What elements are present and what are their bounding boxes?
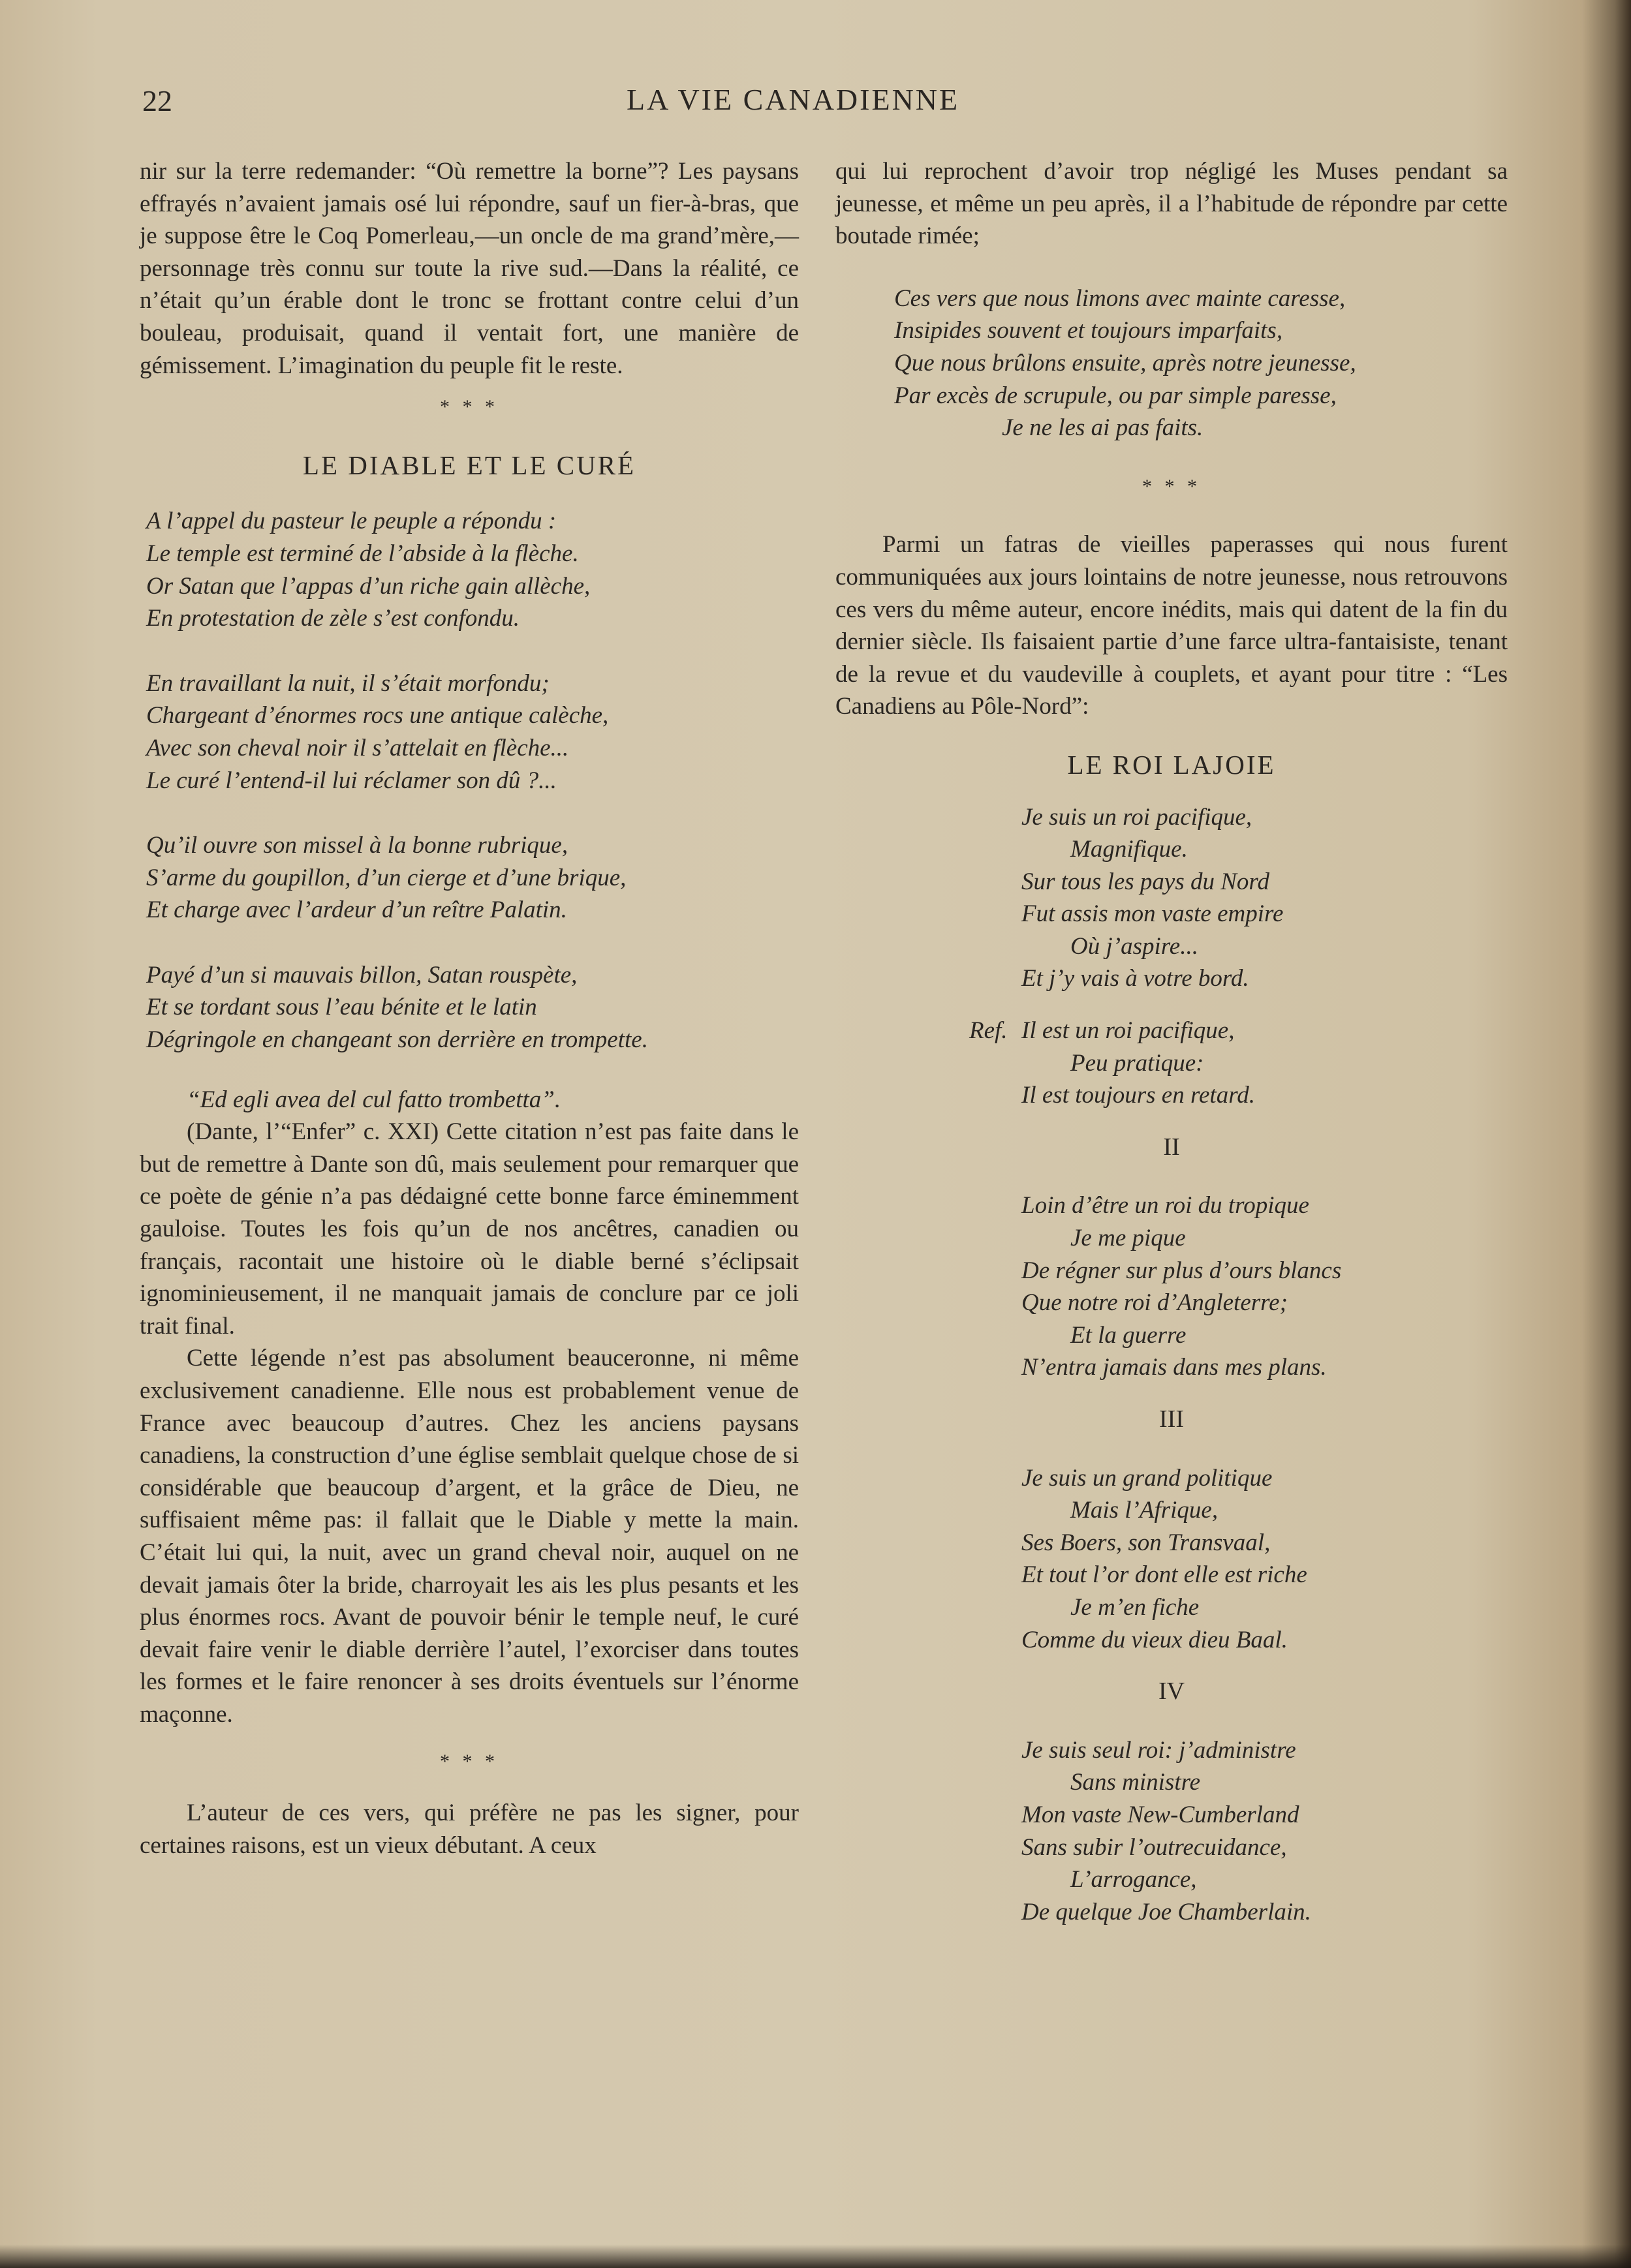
- verse-number: II: [1163, 1133, 1180, 1161]
- paragraph: Parmi un fatras de vieilles paperasses qui nous furent communiquées aux jours lointains de notre jeunesse, nous retrouvons ces vers du même auteur, encore inédits, mais qui datent de la fin du dernier siècle. Ils faisaient partie d’une farce ultra-fantaisiste, tenant de la revue et du vaudeville à couplets, et ayant pour titre : “Les Canadiens au Pôle-Nord”:: [835, 531, 1508, 720]
- paragraph: (Dante, l’“Enfer” c. XXI) Cette citation n’est pas faite dans le but de remettre à Dante son dû, mais seulement pour remarquer que ce poète de génie n’a pas dédaigné cette bonne farce éminemment gauloise. Toutes les fois qu’un de nos ancêtres, canadien ou français, racontait une histoire où le diable berné s’éclipsait ignominieusement, il ne manquait jamais de conclure par ce joli trait final.: [140, 1118, 799, 1340]
- page-bottom-edge: [0, 2245, 1631, 2268]
- verse-line: Chargeant d’énormes rocs une antique calèche,: [146, 702, 609, 729]
- paragraph: Cette légende n’est pas absolument beauceronne, ni même exclusivement canadienne. Elle nous est probablement venue de France avec beaucoup d’autres. Chez les anciens paysans canadiens, la construction d’une église semblait quelque chose de si considérable que beaucoup d’argent, et la grâce de Dieu, ne suffisaient même pas: il fallait que le Diable y mette la main. C’était lui qui, la nuit, avec un grand cheval noir, auquel on ne devait jamais ôter la bride, charroyait les ais les plus pesants et les plus énormes rocs. Avant de pouvoir bénir le temple neuf, le curé devait faire venir le diable derrière l’autel, l’exorciser dans toutes les formes et le faire renoncer à ses droits éventuels sur l’énorme maçonne.: [140, 1345, 799, 1728]
- paragraph: nir sur la terre redemander: “Où remettre la borne”? Les paysans effrayés n’avaient jamais osé lui répondre, sauf un fier-à-bras, que je suppose être le Coq Pomerleau,—un oncle de ma grand’mère,—personnage très connu sur toute la rive sud.—Dans la réalité, ce n’était qu’un érable dont le tronc se frottant contre celui d’un bouleau, produisait, quand il ventait fort, une manière de gémissement. L’imagination du peuple fit le reste.: [140, 158, 799, 379]
- verse-number: III: [1159, 1405, 1184, 1433]
- verse-line: Sur tous les pays du Nord: [1021, 868, 1269, 895]
- section-title: LE DIABLE ET LE CURÉ: [302, 450, 636, 480]
- right-column: [835, 155, 1508, 1948]
- verse-line: En travaillant la nuit, il s’était morfondu;: [146, 669, 550, 697]
- stanza: [1021, 1462, 1508, 1657]
- verse-line: Payé d’un si mauvais billon, Satan rouspète,: [146, 961, 578, 988]
- verse-line: Et tout l’or dont elle est riche: [1021, 1561, 1307, 1589]
- verse-line: Que notre roi d’Angleterre;: [1021, 1289, 1288, 1317]
- verse-line: Je suis un grand politique: [1021, 1464, 1273, 1492]
- stanza: [1021, 1734, 1508, 1929]
- verse-line: Le temple est terminé de l’abside à la flèche.: [146, 540, 579, 567]
- verse-line: Ref. Il est un roi pacifique,: [1021, 1015, 1508, 1047]
- left-column: [140, 155, 799, 1862]
- verse-line: L’arrogance,: [1070, 1866, 1197, 1893]
- song: [835, 1734, 1508, 1929]
- verse-line: Où j’aspire...: [1070, 932, 1198, 960]
- verse-line: Par excès de scrupule, ou par simple paresse,: [894, 382, 1337, 409]
- verse-line: Et charge avec l’ardeur d’un reître Palatin.: [146, 896, 567, 924]
- verse-line: Je suis seul roi: j’administre: [1021, 1736, 1296, 1764]
- verse-line: Or Satan que l’appas d’un riche gain allèche,: [146, 572, 591, 600]
- refrain-label: Ref.: [969, 1017, 1008, 1045]
- verse-line: Dégringole en changeant son derrière en trompette.: [146, 1026, 648, 1054]
- verse-line: Mon vaste New-Cumberland: [1021, 1801, 1299, 1828]
- verse-line: Magnifique.: [1070, 836, 1188, 863]
- verse-line: Il est toujours en retard.: [1021, 1082, 1255, 1109]
- verse-line: Et j’y vais à votre bord.: [1021, 965, 1249, 992]
- paragraph: qui lui reprochent d’avoir trop négligé les Muses pendant sa jeunesse, et même un peu après, il a l’habitude de répondre par cette boutade rimée;: [835, 158, 1508, 250]
- song: [835, 1189, 1508, 1384]
- section-divider: * * *: [440, 396, 499, 418]
- stanza: [1021, 1189, 1508, 1384]
- verse-line: Je me pique: [1070, 1225, 1186, 1252]
- verse-line: Fut assis mon vaste empire: [1021, 900, 1284, 928]
- verse-line: N’entra jamais dans mes plans.: [1021, 1354, 1327, 1381]
- song: [835, 1462, 1508, 1657]
- verse-line: Ces vers que nous limons avec mainte caresse,: [894, 284, 1346, 312]
- verse-number: IV: [1158, 1678, 1185, 1706]
- verse-line: Qu’il ouvre son missel à la bonne rubrique,: [146, 832, 568, 859]
- verse-line: Sans ministre: [1070, 1769, 1201, 1796]
- page-number: 22: [142, 84, 172, 117]
- section-divider: * * *: [1142, 475, 1201, 497]
- paragraph: L’auteur de ces vers, qui préfère ne pas les signer, pour certaines raisons, est un vieux débutant. A ceux: [140, 1800, 799, 1859]
- verse-line: Sans subir l’outrecuidance,: [1021, 1833, 1287, 1861]
- stanza: [146, 829, 799, 927]
- stanza: [146, 505, 799, 634]
- verse-line: A l’appel du pasteur le peuple a répondu :: [146, 508, 557, 535]
- verse-line: Insipides souvent et toujours imparfaits,: [894, 317, 1283, 345]
- verse-line: Peu pratique:: [1070, 1049, 1204, 1077]
- verse-line: En protestation de zèle s’est confondu.: [146, 605, 520, 632]
- verse-line: Le curé l’entend-il lui réclamer son dû ?...: [146, 767, 557, 794]
- verse-line: Loin d’être un roi du tropique: [1021, 1192, 1309, 1219]
- verse-line: S’arme du goupillon, d’un cierge et d’une brique,: [146, 864, 627, 891]
- section-divider: * * *: [440, 1750, 499, 1772]
- short-poem: [835, 283, 1508, 444]
- verse-line: Et se tordant sous l’eau bénite et le latin: [146, 994, 537, 1021]
- song-title: LE ROI LAJOIE: [1067, 749, 1276, 780]
- verse-line: Ses Boers, son Transvaal,: [1021, 1529, 1271, 1556]
- sonnet: [140, 505, 799, 1056]
- verse-line: Avec son cheval noir il s’attelait en flèche...: [146, 734, 569, 761]
- stanza: [1021, 801, 1508, 996]
- verse-line: Que nous brûlons ensuite, après notre jeunesse,: [894, 349, 1356, 376]
- stanza: [146, 959, 799, 1056]
- verse-line: De quelque Joe Chamberlain.: [1021, 1898, 1311, 1925]
- verse-line: De régner sur plus d’ours blancs: [1021, 1257, 1342, 1284]
- verse-line: Comme du vieux dieu Baal.: [1021, 1626, 1288, 1653]
- verse-line: Mais l’Afrique,: [1070, 1497, 1219, 1524]
- verse-line: Je ne les ai pas faits.: [1002, 414, 1204, 442]
- verse-line: Et la guerre: [1070, 1321, 1187, 1349]
- verse-line: Je suis un roi pacifique,: [1021, 803, 1252, 831]
- verse-line: Je m’en fiche: [1070, 1593, 1200, 1621]
- stanza: [146, 667, 799, 797]
- dante-quote: “Ed egli avea del cul fatto trombetta”.: [187, 1086, 561, 1113]
- song: [835, 801, 1508, 1112]
- running-header: LA VIE CANADIENNE: [627, 83, 960, 116]
- refrain: [969, 1015, 1508, 1112]
